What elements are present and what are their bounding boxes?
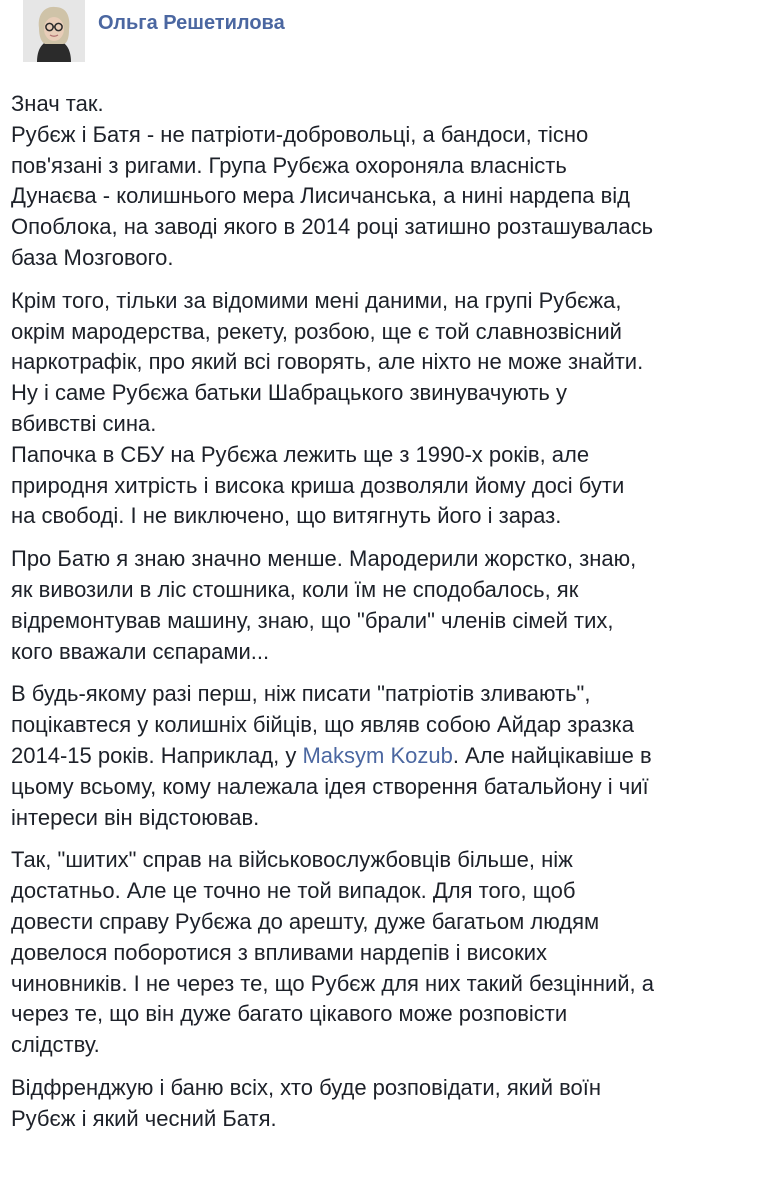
text-fragment: . Але найцікавіше в xyxy=(452,742,652,768)
text-fragment: 2014-15 років. Наприклад, у xyxy=(11,742,303,768)
text-line: через те, що він дуже багато цікавого може розповісти xyxy=(11,1001,568,1027)
paragraph-2 xyxy=(11,286,756,532)
text-line: на свободі. І не виключено, що витягнуть його і зараз. xyxy=(11,503,562,529)
author-name[interactable]: Ольга Решетилова xyxy=(98,12,285,34)
text-line: Папочка в СБУ на Рубєжа лежить ще з 1990-х років, але xyxy=(11,441,590,467)
text-line: Опоблока, на заводі якого в 2014 році затишно розташувалась xyxy=(11,214,654,240)
text-line: Рубєж і який чесний Батя. xyxy=(11,1105,277,1131)
text-line: достатньо. Але це точно не той випадок. Для того, щоб xyxy=(11,878,576,904)
text-line: В будь-якому разі перш, ніж писати "патріотів зливають", xyxy=(11,681,591,707)
text-line: довести справу Рубєжа до арешту, дуже багатьом людям xyxy=(11,908,600,934)
paragraph-6 xyxy=(11,1073,756,1135)
text-line: пов'язані з ригами. Група Рубєжа охороняла власність xyxy=(11,152,567,178)
text-line: окрім мародерства, рекету, розбою, ще є той славнозвісний xyxy=(11,318,622,344)
text-line: довелося поборотися з впливами нардепів і високих xyxy=(11,939,548,965)
paragraph-5 xyxy=(11,845,756,1061)
text-line: Знач так. xyxy=(11,91,104,116)
mention-line xyxy=(11,741,756,772)
post-body xyxy=(11,89,756,1135)
text-line: наркотрафік, про який всі говорять, але ніхто не може знайти. xyxy=(11,349,644,375)
text-line: Крім того, тільки за відомими мені даними, на групі Рубєжа, xyxy=(11,287,622,313)
text-line: поцікавтеся у колишніх бійців, що являв собою Айдар зразка xyxy=(11,712,635,738)
text-line: інтереси він відстоював. xyxy=(11,804,260,830)
post-header xyxy=(11,0,755,76)
text-line: слідству. xyxy=(11,1032,100,1058)
text-line: Відфренджую і баню всіх, хто буде розповідати, який воїн xyxy=(11,1074,602,1100)
text-line: Дунаєва - колишнього мера Лисичанська, а нині нардепа від xyxy=(11,183,630,209)
text-line: цьому всьому, кому належала ідея створення батальйону і чиї xyxy=(11,773,649,799)
paragraph-4 xyxy=(11,679,756,833)
paragraph-3 xyxy=(11,544,756,667)
text-line: Про Батю я знаю значно менше. Мародерили жорстко, знаю, xyxy=(11,546,637,572)
text-line: Так, "шитих" справ на військовослужбовців більше, ніж xyxy=(11,847,573,873)
text-line: кого вважали сєпарами... xyxy=(11,638,270,664)
text-line: база Мозгового. xyxy=(11,244,174,270)
text-line: вбивстві сина. xyxy=(11,410,157,436)
text-line: Рубєж і Батя - не патріоти-добровольці, а бандоси, тісно xyxy=(11,121,589,147)
text-line: чиновників. І не через те, що Рубєж для них такий безцінний, а xyxy=(11,970,655,996)
text-line: як вивозили в ліс стошника, коли їм не сподобалось, як xyxy=(11,576,579,602)
user-photo-avatar-icon xyxy=(23,0,85,62)
text-line: відремонтував машину, знаю, що "брали" членів сімей тих, xyxy=(11,607,614,633)
profile-mention-link[interactable]: Maksym Kozub xyxy=(302,742,453,768)
paragraph-1 xyxy=(11,89,756,274)
text-line: природня хитрість і висока криша дозволяли йому досі бути xyxy=(11,472,625,498)
text-line: Ну і саме Рубєжа батьки Шабрацького звинувачують у xyxy=(11,380,567,406)
avatar[interactable] xyxy=(23,0,85,62)
